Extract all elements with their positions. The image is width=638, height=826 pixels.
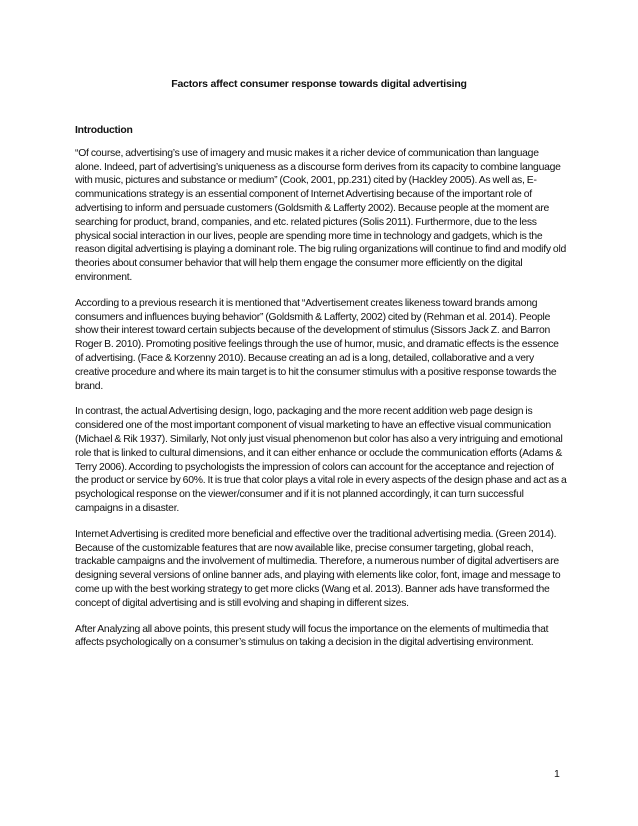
document-title: Factors affect consumer response towards digital advertising xyxy=(171,78,467,90)
paragraph-1: “Of course, advertising’s use of imagery and music makes it a richer device of communication than language alone. Indeed, part of advertising’s uniqueness as a discourse form derives from its capacity to combine language with music, pictures and substance or medium” (Cook, 2001, pp.231) cited by (Hackley 2005). As well as, E-communications strategy is an essential component of Internet Advertising because of the important role of advertising to inform and persuade customers (Goldsmith & Lafferty 2002). Because people at the moment are searching for product, brand, companies, and etc. related pictures (Solis 2011). Furthermore, due to the less physical social interaction in our lives, people are spending more time in technology and gadgets, which is the reason digital advertising is playing a dominant role. The big ruling organizations will continue to find and modify old theories about consumer behavior that will help them engage the consumer more efficiently on the digital environment. xyxy=(75,147,567,283)
page-number: 1 xyxy=(554,768,560,780)
document-body xyxy=(75,124,567,662)
paragraph-5: After Analyzing all above points, this present study will focus the importance on the elements of multimedia that affects psychologically on a consumer’s stimulus on taking a decision in the digital advertising environment. xyxy=(75,623,549,649)
paragraph-2: According to a previous research it is mentioned that “Advertisement creates likeness toward brands among consumers and influences buying behavior” (Goldsmith & Lafferty, 2002) cited by (Rehman et al. 2014). People show their interest toward certain subjects because of the development of stimulus (Sissors Jack Z. and Barron Roger B. 2010). Promoting positive feelings through the use of humor, music, and dramatic effects is the essence of advertising. (Face & Korzenny 2010). Because creating an ad is a long, detailed, collaborative and a very creative procedure and where its main target is to hit the consumer stimulus with a positive response towards the brand. xyxy=(75,297,559,392)
paragraph-4: Internet Advertising is credited more beneficial and effective over the traditional advertising media. (Green 2014). Because of the customizable features that are now available like, precise consumer targeting, global reach, trackable campaigns and the involvement of multimedia. Therefore, a numerous number of digital advertisers are designing several versions of online banner ads, and playing with elements like color, font, image and message to come up with the best working strategy to get more clicks (Wang et al. 2013). Banner ads have transformed the concept of digital advertising and is still evolving and shaping in different sizes. xyxy=(75,528,561,609)
section-heading: Introduction xyxy=(75,125,133,136)
paragraph-3: In contrast, the actual Advertising design, logo, packaging and the more recent addition web page design is considered one of the most important component of visual marketing to have an effective visual communication (Michael & Rik 1937). Similarly, Not only just visual phenomenon but color has also a very intriguing and emotional role that is linked to cultural dimensions, and it can either enhance or occlude the communication efforts (Adams & Terry 2006). According to psychologists the impression of colors can account for the acceptance and rejection of the product or service by 60%. It is true that color plays a vital role in every aspects of the design phase and act as a psychological response on the viewer/consumer and if it is not planned accordingly, it can turn successful campaigns in a disaster. xyxy=(75,406,567,514)
